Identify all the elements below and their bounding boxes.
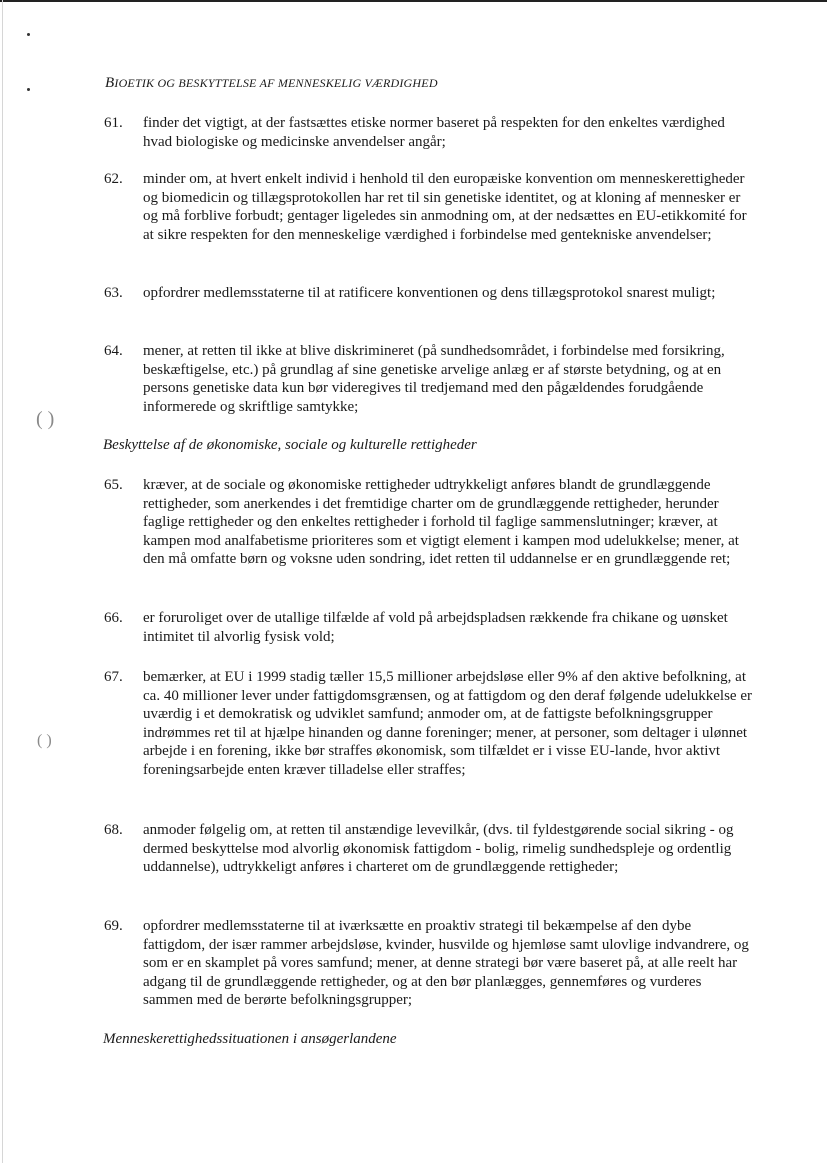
paragraph-number: 63.: [104, 285, 123, 301]
paragraph-text: er foruroliget over de utallige tilfælde af vold på arbejdspladsen rækkende fra chikane og uønsket intimitet til alvorlig fysisk vold;: [143, 610, 728, 645]
paragraph-text: opfordrer medlemsstaterne til at iværksætte en proaktiv strategi til bekæmpelse af den dybe fattigdom, der især rammer arbejdsløse, kvinder, husvilde og hjemløse samt ulovlige indvandrere, og som er en skamplet på vores samfund; mener, at denne strategi bør være baseret på, at alle reelt har adgang til de grundlæggende rettigheder, og at den bør planlægges, gennemføres og vurderes sammen med de berørte befolkningsgrupper;: [143, 918, 749, 1009]
paragraph-text: bemærker, at EU i 1999 stadig tæller 15,5 millioner arbejdsløse eller 9% af den aktive befolkning, at ca. 40 millioner lever under fattigdomsgrænsen, og at fattigdom og den deraf følgende udelukkelse er uværdig i et demokratisk og udviklet samfund; anmoder om, at de fattigste befolkningsgrupper indrømmes ret til at hjælpe hinanden og danne foreninger; mener, at personer, som deltager i ulønnet arbejde i en forening, ikke bør straffes økonomisk, som tilfældet er i visse EU-lande, hvor aktivt foreningsarbejde enten kræver tilladelse eller straffes;: [143, 669, 752, 778]
paragraph-text: kræver, at de sociale og økonomiske rettigheder udtrykkeligt anføres blandt de grundlæggende rettigheder, som anerkendes i det fremtidige charter om de grundlæggende rettigheder, herunder faglige rettigheder og den enkeltes rettigheder i forhold til faglige sammenslutninger; kræver, at kampen mod analfabetisme prioriteres som et vigtigt element i kampen mod udelukkelse; mener, at den må omfatte børn og voksne uden sondring, idet retten til uddannelse er en grundlæggende ret;: [143, 477, 739, 568]
paragraph-62: [104, 170, 754, 244]
paragraph-number: 62.: [104, 171, 123, 187]
paragraph-text: mener, at retten til ikke at blive diskrimineret (på sundhedsområdet, i forbindelse med forsikring, beskæftigelse, etc.) på grundlag af sine genetiske arvelige anlæg er af største betydning, og at en persons genetiske data kun bør videregives til tredjemand med den pågældendes forudgående informerede og skriftlige samtykke;: [143, 343, 725, 415]
paragraph-number: 61.: [104, 115, 123, 131]
paragraph-number: 69.: [104, 918, 123, 934]
paragraph-text: opfordrer medlemsstaterne til at ratificere konventionen og dens tillægsprotokol snarest muligt;: [143, 285, 716, 301]
paragraph-text: finder det vigtigt, at der fastsættes etiske normer baseret på respekten for den enkeltes værdighed hvad biologiske og medicinske anvendelser angår;: [143, 115, 725, 150]
running-header: BIOETIK OG BESKYTTELSE AF MENNESKELIG VÆRDIGHED: [105, 75, 438, 91]
paragraph-number: 68.: [104, 822, 123, 838]
paragraph-61: [104, 114, 754, 151]
paragraph-number: 64.: [104, 343, 123, 359]
paragraph-66: [104, 609, 754, 646]
paragraph-67: [104, 668, 754, 780]
paragraph-text: minder om, at hvert enkelt individ i henhold til den europæiske konvention om menneskerettigheder og biomedicin og tillægsprotokollen har ret til sin genetiske identitet, og at kloning af mennesker er og må forblive forbudt; gentager ligeledes sin anmodning om, at der nedsættes en EU-etikkomité for at sikre respekten for den menneskelige værdighed i forbindelse med gentekniske anvendelser;: [143, 171, 747, 243]
scan-top-edge: [0, 0, 827, 2]
section-heading-candidate-countries: Menneskerettighedssituationen i ansøgerlandene: [103, 1031, 397, 1047]
paragraph-number: 65.: [104, 477, 123, 493]
paragraph-number: 66.: [104, 610, 123, 626]
section-heading-economic-rights: Beskyttelse af de økonomiske, sociale og kulturelle rettigheder: [103, 437, 477, 453]
paragraph-65: [104, 476, 754, 569]
paragraph-69: [104, 917, 754, 1010]
scan-left-edge: [2, 0, 3, 1163]
scan-speck: [27, 88, 30, 91]
hole-punch-mark: ( ): [36, 408, 55, 430]
hole-punch-mark: ( ): [37, 732, 52, 749]
paragraph-text: anmoder følgelig om, at retten til anstændige levevilkår, (dvs. til fyldestgørende social sikring - og dermed beskyttelse mod alvorlig økonomisk fattigdom - bolig, rimelig sundhedspleje og ordentlig uddannelse), udtrykkeligt anføres i charteret om de grundlæggende rettigheder;: [143, 822, 734, 876]
paragraph-number: 67.: [104, 669, 123, 685]
paragraph-68: [104, 821, 754, 877]
paragraph-64: [104, 342, 754, 416]
paragraph-63: [104, 284, 754, 303]
scan-speck: [27, 33, 30, 36]
